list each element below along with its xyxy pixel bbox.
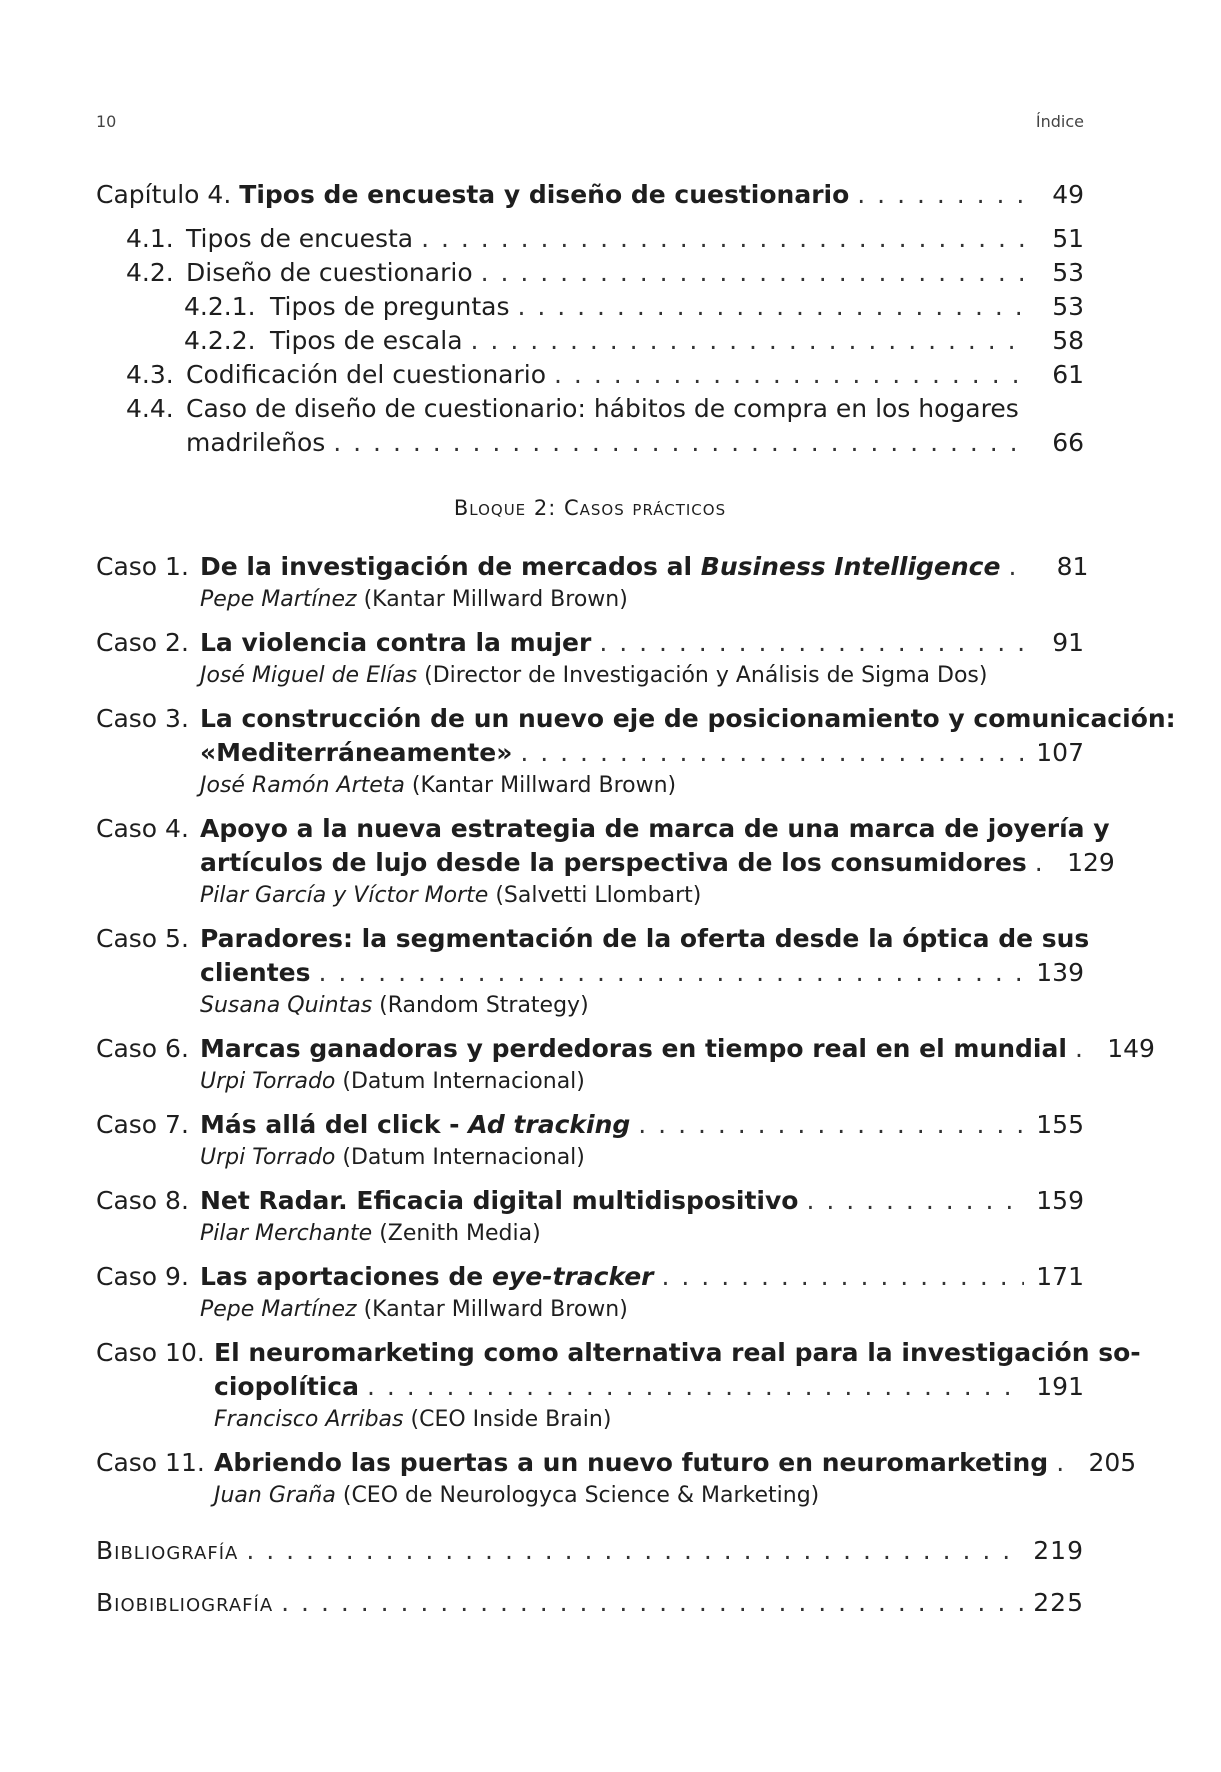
case-title: Las aportaciones de eye-tracker — [200, 1262, 654, 1291]
case-author: Susana Quintas (Random Strategy) — [200, 993, 589, 1018]
toc-subsection[interactable] — [96, 324, 1084, 358]
section-title: Tipos de encuesta — [186, 224, 414, 253]
case-page: 149 — [1107, 1034, 1155, 1063]
case-label: Caso 6. — [96, 1034, 189, 1063]
case-author: Pepe Martínez (Kantar Millward Brown) — [200, 1297, 628, 1322]
chapter-title: Tipos de encuesta y diseño de cuestionario — [239, 180, 850, 209]
case-title: Net Radar. Eficacia digital multidispositivo — [200, 1186, 799, 1215]
case-label: Caso 11. — [96, 1448, 205, 1477]
case-title: Apoyo a la nueva estrategia de marca de una marca de joyería y — [200, 814, 1110, 843]
section-number: 4.4. — [126, 394, 174, 423]
dot-leader — [421, 222, 1024, 256]
dot-leader — [281, 1586, 1024, 1620]
dot-leader — [1056, 1446, 1076, 1480]
chapter-label: Capítulo 4. — [96, 180, 232, 209]
toc-bibliografia[interactable] — [96, 1534, 1084, 1568]
dot-leader — [554, 358, 1024, 392]
case-label: Caso 7. — [96, 1110, 189, 1139]
case-page: 155 — [1036, 1110, 1084, 1139]
dot-leader — [520, 736, 1024, 770]
dot-leader — [471, 324, 1024, 358]
case-title: Abriendo las puertas a un nuevo futuro en neuromarketing — [214, 1448, 1049, 1477]
case-label: Caso 2. — [96, 628, 189, 657]
dot-leader — [1008, 550, 1028, 584]
case-title: Marcas ganadoras y perdedoras en tiempo real en el mundial — [200, 1034, 1067, 1063]
dot-leader — [662, 1260, 1024, 1294]
section-title: Diseño de cuestionario — [186, 258, 473, 287]
case-title: Paradores: la segmentación de la oferta desde la óptica de sus — [200, 924, 1090, 953]
table-of-contents — [96, 178, 1176, 1620]
case-label: Caso 10. — [96, 1338, 205, 1367]
section-page: 66 — [1052, 428, 1084, 457]
case-title-continued: ciopolítica — [214, 1372, 359, 1401]
dot-leader — [599, 626, 1024, 660]
toc-case[interactable] — [96, 922, 1090, 1022]
toc-case[interactable] — [96, 550, 1089, 616]
dot-leader — [333, 426, 1024, 460]
section-title: Codificación del cuestionario — [186, 360, 547, 389]
toc-section[interactable] — [96, 256, 1084, 290]
back-matter-title: Biobibliografía — [96, 1588, 274, 1617]
section-page: 51 — [1052, 224, 1084, 253]
toc-biobibliografia[interactable] — [96, 1586, 1084, 1620]
running-title: Índice — [1035, 112, 1084, 131]
toc-case[interactable] — [96, 702, 1176, 802]
case-author: Pepe Martínez (Kantar Millward Brown) — [200, 587, 628, 612]
section-number: 4.2. — [126, 258, 174, 287]
back-matter-page: 219 — [1033, 1536, 1084, 1565]
section-title: Caso de diseño de cuestionario: hábitos de compra en los hogares — [186, 394, 1019, 423]
case-title: Más allá del click - Ad tracking — [200, 1110, 631, 1139]
section-number: 4.1. — [126, 224, 174, 253]
chapter-page: 49 — [1052, 180, 1084, 209]
page-number: 10 — [96, 112, 117, 131]
case-author: Juan Graña (CEO de Neurologyca Science & Marketing) — [214, 1483, 820, 1508]
dot-leader — [1075, 1032, 1095, 1066]
running-header — [96, 112, 1084, 136]
case-page: 159 — [1036, 1186, 1084, 1215]
case-title-continued: clientes — [200, 958, 311, 987]
toc-section[interactable] — [96, 358, 1084, 392]
section-page: 61 — [1052, 360, 1084, 389]
toc-section[interactable] — [96, 222, 1084, 256]
subsection-page: 53 — [1052, 292, 1084, 321]
case-page: 107 — [1036, 738, 1084, 767]
case-page: 91 — [1052, 628, 1084, 657]
dot-leader — [806, 1184, 1024, 1218]
case-label: Caso 8. — [96, 1186, 189, 1215]
case-page: 171 — [1036, 1262, 1084, 1291]
section-title-continued: madrileños — [186, 428, 326, 457]
case-label: Caso 3. — [96, 704, 189, 733]
block-heading: Bloque 2: Casos prácticos — [453, 496, 727, 520]
toc-section[interactable] — [96, 392, 1084, 460]
dot-leader — [246, 1534, 1024, 1568]
case-title-continued: artículos de lujo desde la perspectiva de los consumidores — [200, 848, 1027, 877]
dot-leader — [367, 1370, 1024, 1404]
dot-leader — [319, 956, 1025, 990]
case-author: Pilar Merchante (Zenith Media) — [200, 1221, 541, 1246]
section-number: 4.3. — [126, 360, 174, 389]
subsection-number: 4.2.1. — [184, 292, 256, 321]
case-label: Caso 4. — [96, 814, 189, 843]
toc-case[interactable] — [96, 1108, 1084, 1174]
toc-case[interactable] — [96, 1336, 1141, 1436]
toc-subsection[interactable] — [96, 290, 1084, 324]
dot-leader — [517, 290, 1024, 324]
case-title: La violencia contra la mujer — [200, 628, 592, 657]
toc-case[interactable] — [96, 1032, 1155, 1098]
dot-leader — [638, 1108, 1024, 1142]
case-author: José Miguel de Elías (Director de Investigación y Análisis de Sigma Dos) — [200, 663, 988, 688]
case-author: José Ramón Arteta (Kantar Millward Brown) — [200, 773, 677, 798]
dot-leader — [481, 256, 1024, 290]
subsection-page: 58 — [1052, 326, 1084, 355]
back-matter-title: Bibliografía — [96, 1536, 239, 1565]
case-page: 205 — [1088, 1448, 1137, 1477]
case-label: Caso 1. — [96, 552, 189, 581]
dot-leader — [857, 178, 1024, 212]
case-title: La construcción de un nuevo eje de posicionamiento y comunicación: — [200, 704, 1176, 733]
toc-case[interactable] — [96, 812, 1115, 912]
section-page: 53 — [1052, 258, 1084, 287]
case-page: 191 — [1036, 1372, 1084, 1401]
subsection-number: 4.2.2. — [184, 326, 256, 355]
case-page: 129 — [1067, 848, 1115, 877]
toc-case[interactable] — [96, 1184, 1084, 1250]
case-title-continued: «Mediterráneamente» — [200, 738, 513, 767]
case-author: Urpi Torrado (Datum Internacional) — [200, 1069, 585, 1094]
case-title: El neuromarketing como alternativa real para la investigación so- — [214, 1338, 1141, 1367]
case-author: Francisco Arribas (CEO Inside Brain) — [214, 1407, 612, 1432]
case-title: De la investigación de mercados al Business Intelligence — [200, 552, 1001, 581]
case-label: Caso 9. — [96, 1262, 189, 1291]
case-author: Urpi Torrado (Datum Internacional) — [200, 1145, 585, 1170]
toc-case[interactable] — [96, 626, 1084, 692]
back-matter-page: 225 — [1033, 1588, 1084, 1617]
subsection-title: Tipos de preguntas — [270, 292, 510, 321]
case-author: Pilar García y Víctor Morte (Salvetti Llombart) — [200, 883, 702, 908]
case-page: 81 — [1056, 552, 1089, 581]
dot-leader — [1035, 846, 1055, 880]
toc-chapter[interactable] — [96, 178, 1084, 212]
toc-case[interactable] — [96, 1446, 1137, 1512]
subsection-title: Tipos de escala — [270, 326, 463, 355]
case-label: Caso 5. — [96, 924, 189, 953]
case-page: 139 — [1036, 958, 1084, 987]
toc-case[interactable] — [96, 1260, 1084, 1326]
